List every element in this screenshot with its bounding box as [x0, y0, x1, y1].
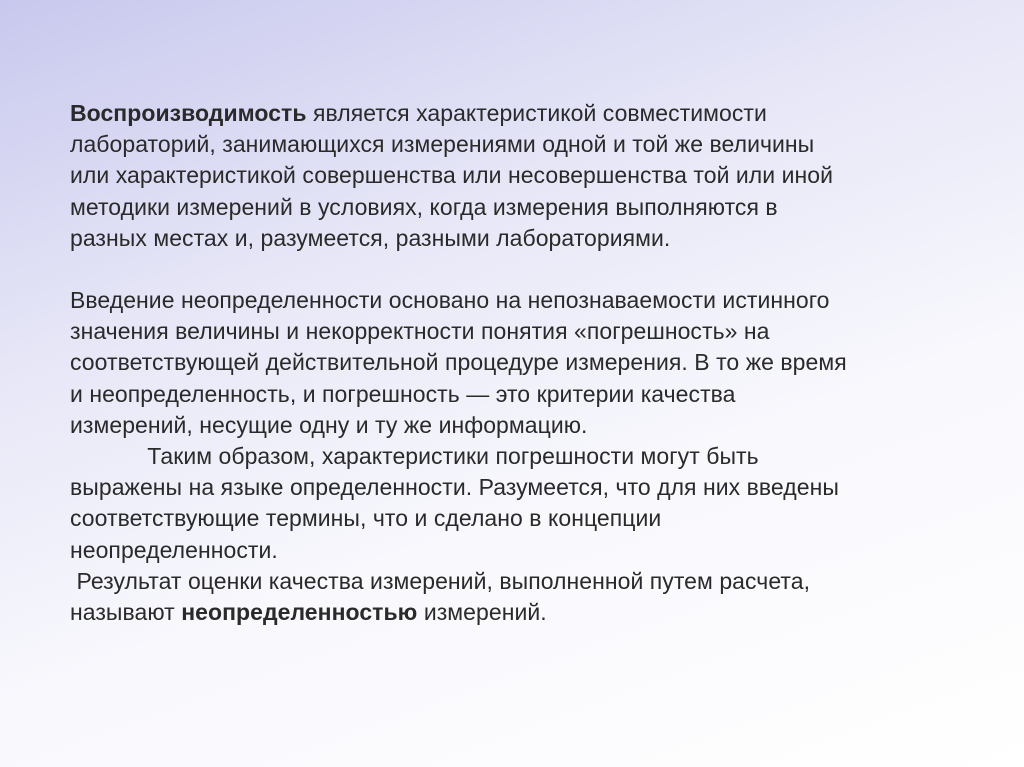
paragraph-characteristics-text: Таким образом, характеристики погрешности могут быть выражены на языке определенности. Разумеется, что для них введены соответствующие термины, что и сделано в концепции неопределенности.	[70, 443, 839, 563]
paragraph-result-text-before: Результат оценки качества измерений, выполненной путем расчета, называют	[70, 567, 811, 626]
term-reproducibility: Воспроизводимость	[70, 100, 307, 126]
paragraph-uncertainty-intro: Введение неопределенности основано на непознаваемости истинного значения величины и некорректности понятия «погрешность» на соответствующей действительной процедуре измерения. В то же время и неопределенность, и погрешность — это критерии качества измерений, несущие одну и ту же информацию.	[70, 287, 847, 438]
slide-text-block	[70, 98, 950, 628]
paragraph-characteristics	[70, 441, 950, 566]
paragraph-reproducibility-text: является характеристикой совместимости лабораторий, занимающихся измерениями одной и той же величины или характеристикой совершенства или несовершенства той или иной методики измерений в условиях, когда измерения выполняются в разных местах и, разумеется, разными лабораториями.	[70, 100, 834, 251]
paragraph-result	[70, 566, 950, 628]
paragraph-reproducibility	[70, 98, 950, 254]
paragraph-spacer	[70, 254, 950, 285]
paragraph-result-text-after: измерений.	[417, 599, 547, 626]
term-uncertainty: неопределенностью	[181, 599, 418, 626]
